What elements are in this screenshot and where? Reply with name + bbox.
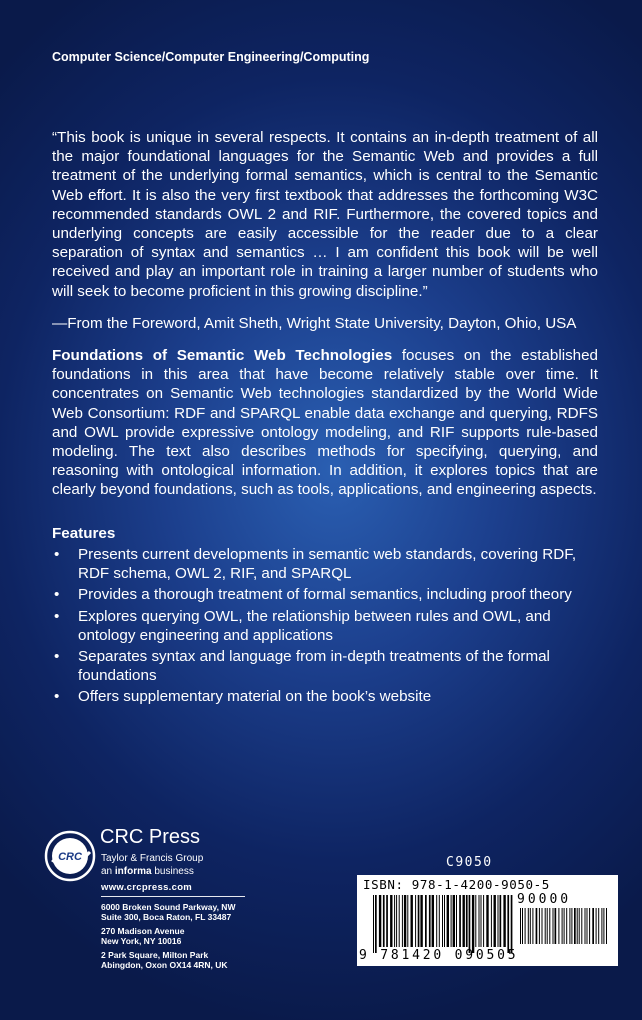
barcode-bar	[547, 908, 548, 944]
address-line: Abingdon, Oxon OX14 4RN, UK	[101, 960, 228, 970]
barcode-bar	[601, 908, 602, 944]
barcode-bar	[451, 895, 452, 947]
foreword-quote: “This book is unique in several respects. It contains an in-depth treatment of all the major foundational languages for the Semantic Web and provides a full treatment of the underlying formal semantics, which is central to the Semantic Web effort. It is also the very first textbook that addresses the forthcoming W3C recommended standards OWL 2 and RIF. Furthermore, the covered topics and underlying concepts are easily accessible for the reader due to a clear separation of syntax and semantics … I am confident this book will be well received and play an important role in training a larger number of students who will seek to become proficient in this growing discipline.”	[52, 129, 598, 300]
informa-bold: informa	[114, 866, 152, 877]
barcode-bar	[587, 908, 588, 944]
barcode-bar	[592, 908, 594, 944]
barcode-bar	[479, 895, 480, 947]
publisher-group: Taylor & Francis Group	[101, 853, 204, 864]
barcode-bar	[404, 895, 406, 947]
feature-item	[52, 545, 598, 583]
barcode-bar	[390, 895, 392, 947]
features-list	[52, 545, 598, 709]
publisher-name: CRC Press	[100, 826, 201, 848]
barcode-bar	[379, 895, 381, 947]
isbn-label: ISBN: 978-1-4200-9050-5	[363, 877, 550, 892]
barcode-bar	[447, 895, 449, 947]
address-line: New York, NY 10016	[101, 936, 182, 946]
barcode-bar	[375, 895, 377, 953]
barcode	[357, 875, 618, 966]
address-line: Suite 300, Boca Raton, FL 33487	[101, 912, 232, 922]
feature-text: Presents current developments in semantic web standards, covering RDF, RDF schema, OWL 2, RIF, and SPARQL	[78, 546, 577, 583]
barcode-bar	[386, 895, 388, 947]
barcode-bar	[407, 895, 408, 947]
barcode-bar	[453, 895, 455, 947]
barcode-bar	[373, 895, 374, 953]
barcode-bar	[494, 895, 496, 947]
description-body: focuses on the established foundations in this area that have become relatively stable over time. It concentrates on Semantic Web technologies standardized by the World Wide Web Consortium: RDF and SPARQL enable data exchange and querying, RDFS and OWL provide expressive ontology modeling, and RIF supports rule-based modeling. The text also describes methods for specifying, querying, and reasoning with ontological information. In addition, it explores topics that are clearly beyond foundations, such as tools, applications, and engineering aspects.	[52, 347, 598, 499]
barcode-bar	[469, 895, 471, 953]
barcode-bar	[420, 895, 422, 947]
feature-item	[52, 607, 598, 645]
barcode-bar	[418, 895, 420, 947]
barcode-bar	[475, 895, 476, 947]
barcode-bar	[564, 908, 565, 944]
barcode-bar	[569, 908, 570, 944]
barcode-bar	[411, 895, 413, 947]
barcode-bar	[577, 908, 578, 944]
barcode-bar	[472, 895, 474, 953]
divider	[101, 896, 245, 897]
barcode-bar	[481, 895, 482, 947]
barcode-bar	[606, 908, 607, 944]
barcode-bar	[603, 908, 604, 944]
barcode-bar	[459, 895, 461, 947]
feature-text: Separates syntax and language from in-depth treatments of the formal foundations	[78, 648, 550, 685]
barcode-bar	[555, 908, 557, 944]
barcode-bar	[542, 908, 543, 944]
catalog-code: C9050	[446, 855, 493, 870]
informa-suffix: business	[151, 866, 194, 877]
barcode-bar	[507, 895, 509, 953]
barcode-bar	[589, 908, 590, 944]
barcode-bar	[596, 908, 597, 944]
feature-text: Provides a thorough treatment of formal semantics, including proof theory	[78, 586, 572, 604]
barcode-bar	[498, 895, 499, 947]
barcode-bar	[491, 895, 492, 947]
barcode-bar	[525, 908, 526, 944]
informa-prefix: an	[101, 866, 115, 877]
publisher-url: www.crcpress.com	[101, 882, 193, 893]
barcode-bar	[520, 908, 521, 944]
crc-logo-text: CRC	[58, 851, 82, 863]
barcode-bar	[528, 908, 529, 944]
barcode-bar	[442, 895, 443, 947]
barcode-bar	[394, 895, 395, 947]
feature-text: Offers supplementary material on the book’s website	[78, 688, 432, 706]
bullet-icon: •	[54, 546, 60, 563]
barcode-bar	[530, 908, 531, 944]
barcode-bar	[425, 895, 427, 947]
barcode-bar	[553, 908, 554, 944]
quote-attribution: —From the Foreword, Amit Sheth, Wright State University, Dayton, Ohio, USA	[52, 315, 577, 332]
barcode-bar	[483, 895, 484, 947]
address-line: 270 Madison Avenue	[101, 926, 185, 936]
barcode-bar	[402, 895, 403, 947]
barcode-bar	[432, 895, 434, 947]
barcode-bar	[486, 895, 488, 947]
barcode-bar	[558, 908, 559, 944]
address-line: 2 Park Square, Milton Park	[101, 950, 209, 960]
barcode-bar	[536, 908, 538, 944]
barcode-bar	[503, 895, 505, 947]
barcode-bar	[522, 908, 523, 944]
barcode-bar	[463, 895, 465, 947]
features-heading: Features	[52, 525, 116, 542]
barcode-bar	[532, 908, 533, 944]
barcode-bar	[562, 908, 563, 944]
feature-item	[52, 647, 598, 685]
feature-item	[52, 687, 598, 706]
bullet-icon: •	[54, 688, 60, 706]
barcode-digits: 9 781420 090505	[359, 948, 519, 963]
barcode-bar	[399, 895, 400, 947]
barcode-bar	[415, 895, 416, 947]
barcode-bar	[566, 908, 567, 944]
bullet-icon: •	[54, 607, 60, 625]
barcode-bar	[598, 908, 599, 944]
barcode-bar	[429, 895, 431, 947]
price-code: 90000	[517, 892, 572, 907]
barcode-bar	[585, 908, 586, 944]
book-title: Foundations of Semantic Web Technologies	[52, 347, 393, 364]
publisher-block	[44, 822, 304, 982]
category-label: Computer Science/Computer Engineering/Computing	[52, 50, 370, 64]
barcode-bar	[383, 895, 385, 947]
barcode-bar	[456, 895, 457, 947]
publisher-informa	[101, 866, 194, 877]
barcode-bar	[571, 908, 572, 944]
barcode-bar	[466, 895, 468, 947]
feature-item	[52, 585, 598, 604]
bullet-icon: •	[54, 586, 60, 604]
barcode-bar	[396, 895, 397, 947]
feature-text: Explores querying OWL, the relationship between rules and OWL, and ontology engineering and applications	[78, 607, 551, 644]
barcode-bar	[436, 895, 437, 947]
barcode-bar	[549, 908, 550, 944]
barcode-bar	[511, 895, 513, 953]
barcode-bar	[574, 908, 576, 944]
crc-logo-icon	[44, 830, 96, 882]
barcode-bar	[581, 908, 582, 944]
barcode-bar	[500, 895, 502, 947]
address-line: 6000 Broken Sound Parkway, NW	[101, 902, 236, 912]
bullet-icon: •	[54, 648, 60, 666]
barcode-bar	[444, 895, 445, 947]
barcode-bar	[539, 908, 540, 944]
barcode-bar	[439, 895, 440, 947]
addon-barcode-bars	[520, 908, 610, 952]
barcode-bar	[545, 908, 546, 944]
book-description	[52, 346, 598, 500]
barcode-bar	[579, 908, 580, 944]
barcode-bars	[373, 895, 513, 953]
